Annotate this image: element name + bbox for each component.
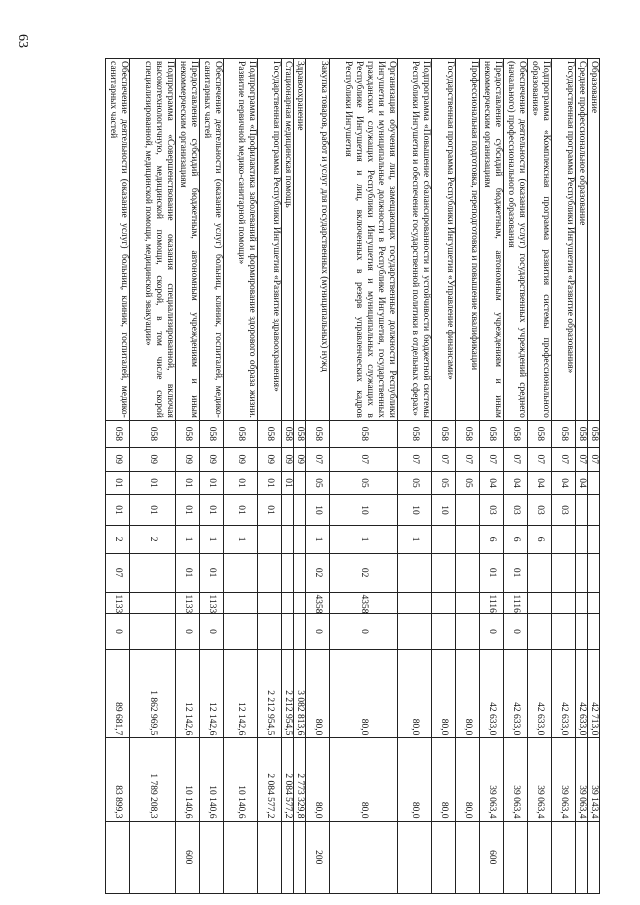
program-code: 10 [306, 495, 330, 525]
table-row [588, 59, 600, 894]
table-row [576, 59, 588, 894]
section-code: 07 [552, 447, 576, 471]
activity-code [258, 553, 282, 592]
subsection-code: 05 [306, 471, 330, 495]
row-description: Предоставление субсидий бюджетным, автономным учреждениям и иным некоммерческим организациям [176, 59, 200, 421]
amount-1: 80,0 [432, 649, 456, 738]
subsection-code: 01 [282, 471, 294, 495]
program-code: 03 [552, 495, 576, 525]
expense-type-code [106, 821, 130, 893]
program-code: 10 [330, 495, 398, 525]
activity-code [398, 553, 432, 592]
amount-1: 1 862 969,5 [130, 649, 176, 738]
table-row [224, 59, 258, 894]
extra-code: 0 [106, 614, 130, 650]
amount-2: 80,0 [330, 738, 398, 821]
extra-code: 0 [176, 614, 200, 650]
amount-2: 10 140,6 [200, 738, 224, 821]
subprogram-code: 2 [130, 525, 176, 553]
direction-code: 1133 [106, 592, 130, 614]
amount-1: 2 212 954,5 [282, 649, 294, 738]
activity-code: 02 [330, 553, 398, 592]
amount-2: 83 899,3 [106, 738, 130, 821]
budget-table [105, 58, 600, 894]
extra-code [432, 614, 456, 650]
amount-2: 10 140,6 [176, 738, 200, 821]
section-code: 09 [224, 447, 258, 471]
subprogram-code: 1 [224, 525, 258, 553]
subsection-code: 01 [176, 471, 200, 495]
row-description: Обеспечение деятельности (оказание услуг) больниц, клиник, госпиталей, медико-санитарных частей [106, 59, 130, 421]
section-code: 09 [282, 447, 294, 471]
section-code: 07 [456, 447, 480, 471]
subprogram-code [282, 525, 294, 553]
ministry-code: 058 [106, 420, 130, 447]
expense-type-code [398, 821, 432, 893]
direction-code [398, 592, 432, 614]
table-row [294, 59, 306, 894]
subsection-code [294, 471, 306, 495]
extra-code: 0 [200, 614, 224, 650]
expense-type-code: 200 [306, 821, 330, 893]
program-code [588, 495, 600, 525]
row-description: Здравоохранение [294, 59, 306, 421]
ministry-code: 058 [294, 420, 306, 447]
subprogram-code [576, 525, 588, 553]
program-code: 01 [224, 495, 258, 525]
expense-type-code [528, 821, 552, 893]
ministry-code: 058 [306, 420, 330, 447]
table-row [398, 59, 432, 894]
amount-1: 42 633,0 [480, 649, 504, 738]
amount-1: 12 142,6 [176, 649, 200, 738]
row-description: Обеспечение деятельности (оказания услуг) государственных учреждений среднего (начального) профессионального образования [504, 59, 528, 421]
expense-type-code [576, 821, 588, 893]
subsection-code: 05 [456, 471, 480, 495]
row-description: Закупка товаров, работ и услуг для государственных (муниципальных) нужд [306, 59, 330, 421]
program-code [456, 495, 480, 525]
table-row [480, 59, 504, 894]
subprogram-code [588, 525, 600, 553]
direction-code [224, 592, 258, 614]
amount-2: 39 063,4 [504, 738, 528, 821]
program-code: 01 [106, 495, 130, 525]
amount-2: 39 063,4 [480, 738, 504, 821]
program-code: 01 [200, 495, 224, 525]
direction-code [282, 592, 294, 614]
extra-code [282, 614, 294, 650]
activity-code: 01 [504, 553, 528, 592]
rotated-page-content [59, 58, 600, 894]
activity-code: 07 [106, 553, 130, 592]
section-code: 07 [528, 447, 552, 471]
amount-1: 42 633,0 [528, 649, 552, 738]
amount-2: 39 063,4 [528, 738, 552, 821]
extra-code [576, 614, 588, 650]
direction-code [258, 592, 282, 614]
program-code: 01 [176, 495, 200, 525]
expense-type-code [130, 821, 176, 893]
subprogram-code [432, 525, 456, 553]
amount-2: 10 140,6 [224, 738, 258, 821]
direction-code: 4358 [330, 592, 398, 614]
ministry-code: 058 [528, 420, 552, 447]
subsection-code: 01 [130, 471, 176, 495]
direction-code [456, 592, 480, 614]
subsection-code: 01 [200, 471, 224, 495]
amount-1: 2 212 954,5 [258, 649, 282, 738]
ministry-code: 058 [480, 420, 504, 447]
subprogram-code: 1 [176, 525, 200, 553]
expense-type-code [282, 821, 294, 893]
section-code: 07 [480, 447, 504, 471]
subprogram-code: 1 [200, 525, 224, 553]
direction-code [552, 592, 576, 614]
program-code: 01 [130, 495, 176, 525]
row-description: Профессиональная подготовка, переподготовка и повышение квалификации [456, 59, 480, 421]
table-row [106, 59, 130, 894]
table-row [130, 59, 176, 894]
section-code: 09 [258, 447, 282, 471]
program-code: 10 [432, 495, 456, 525]
amount-2: 2 084 577,2 [258, 738, 282, 821]
extra-code [258, 614, 282, 650]
amount-1: 12 142,6 [224, 649, 258, 738]
activity-code: 01 [480, 553, 504, 592]
amount-2: 2 773 329,8 [294, 738, 306, 821]
direction-code: 1133 [200, 592, 224, 614]
subsection-code: 01 [258, 471, 282, 495]
amount-1: 42 633,0 [576, 649, 588, 738]
row-description: Подпрограмма «Профилактика заболеваний и формирование здорового образа жизни. Развитие первичной медико-санитарной помощи» [224, 59, 258, 421]
table-row [200, 59, 224, 894]
amount-2: 80,0 [306, 738, 330, 821]
subsection-code: 04 [480, 471, 504, 495]
program-code: 03 [528, 495, 552, 525]
ministry-code: 058 [576, 420, 588, 447]
ministry-code: 058 [282, 420, 294, 447]
ministry-code: 058 [552, 420, 576, 447]
expense-type-code [456, 821, 480, 893]
subprogram-code: 6 [528, 525, 552, 553]
extra-code [294, 614, 306, 650]
amount-1: 42 633,0 [504, 649, 528, 738]
subsection-code: 05 [398, 471, 432, 495]
table-row [282, 59, 294, 894]
direction-code [576, 592, 588, 614]
activity-code: 01 [200, 553, 224, 592]
row-description: Организация обучения лиц, замещающих государственные должности Республики Ингушетия и муниципальные должности в Республике Ингушетия, государственных гражданских служащих Республики Ингушетия и муниципальных служащих в Республике Ингушетия и лиц, включенных в резерв управленческих кадров Республики Ингушетия [330, 59, 398, 421]
subprogram-code: 1 [398, 525, 432, 553]
direction-code: 1116 [504, 592, 528, 614]
amount-1: 12 142,6 [200, 649, 224, 738]
table-row [528, 59, 552, 894]
activity-code [294, 553, 306, 592]
subsection-code: 04 [528, 471, 552, 495]
subprogram-code: 6 [504, 525, 528, 553]
expense-type-code [224, 821, 258, 893]
section-code: 07 [504, 447, 528, 471]
subprogram-code [552, 525, 576, 553]
section-code: 09 [106, 447, 130, 471]
table-row [330, 59, 398, 894]
extra-code: 0 [330, 614, 398, 650]
amount-2: 39 063,4 [552, 738, 576, 821]
activity-code [576, 553, 588, 592]
extra-code [130, 614, 176, 650]
row-description: Предоставление субсидий бюджетным, автономным учреждениям и иным некоммерческим организациям [480, 59, 504, 421]
section-code: 09 [200, 447, 224, 471]
subprogram-code: 6 [480, 525, 504, 553]
activity-code: 02 [306, 553, 330, 592]
amount-1: 80,0 [398, 649, 432, 738]
program-code [294, 495, 306, 525]
expense-type-code [200, 821, 224, 893]
direction-code: 1116 [480, 592, 504, 614]
row-description: Государственная программа Республики Ингушетия «Управление финансами» [432, 59, 456, 421]
page-number: 63 [15, 34, 30, 48]
subsection-code: 05 [432, 471, 456, 495]
section-code: 07 [588, 447, 600, 471]
direction-code: 4358 [306, 592, 330, 614]
amount-2: 39 143,4 [588, 738, 600, 821]
table-row [306, 59, 330, 894]
program-code: 03 [480, 495, 504, 525]
amount-1: 89 681,7 [106, 649, 130, 738]
activity-code [224, 553, 258, 592]
activity-code [432, 553, 456, 592]
expense-type-code [258, 821, 282, 893]
program-code [282, 495, 294, 525]
section-code: 07 [576, 447, 588, 471]
amount-2: 2 084 577,2 [282, 738, 294, 821]
row-description: Государственная программа Республики Ингушетия «Развитие здравоохранения» [258, 59, 282, 421]
direction-code [294, 592, 306, 614]
row-description: Среднее профессиональное образование [576, 59, 588, 421]
row-description: Образование [588, 59, 600, 421]
activity-code [528, 553, 552, 592]
table-body [106, 59, 600, 894]
amount-1: 80,0 [456, 649, 480, 738]
table-row [258, 59, 282, 894]
subprogram-code [258, 525, 282, 553]
expense-type-code [432, 821, 456, 893]
ministry-code: 058 [200, 420, 224, 447]
extra-code [552, 614, 576, 650]
extra-code [456, 614, 480, 650]
subprogram-code: 1 [306, 525, 330, 553]
program-code [576, 495, 588, 525]
amount-1: 80,0 [306, 649, 330, 738]
expense-type-code [330, 821, 398, 893]
expense-type-code [294, 821, 306, 893]
section-code: 09 [294, 447, 306, 471]
amount-2: 80,0 [456, 738, 480, 821]
activity-code [552, 553, 576, 592]
table-row [176, 59, 200, 894]
row-description: Подпрограмма «Комплексная программа развития системы профессионального образования» [528, 59, 552, 421]
row-description: Стационарная медицинская помощь [282, 59, 294, 421]
amount-1: 80,0 [330, 649, 398, 738]
ministry-code: 058 [432, 420, 456, 447]
row-description: Подпрограмма «Совершенствование оказания специализированной, включая высокотехнологичную, медицинской помощи, скорой, в том числе скорой специализированной, медицинской помощи, медицинской эвакуации» [130, 59, 176, 421]
subprogram-code: 1 [330, 525, 398, 553]
expense-type-code [504, 821, 528, 893]
activity-code [130, 553, 176, 592]
ministry-code: 058 [130, 420, 176, 447]
expense-type-code: 600 [480, 821, 504, 893]
amount-2: 80,0 [432, 738, 456, 821]
section-code: 07 [330, 447, 398, 471]
subsection-code [588, 471, 600, 495]
subprogram-code: 2 [106, 525, 130, 553]
ministry-code: 058 [398, 420, 432, 447]
subprogram-code [456, 525, 480, 553]
direction-code [588, 592, 600, 614]
expense-type-code: 600 [176, 821, 200, 893]
subprogram-code [294, 525, 306, 553]
activity-code [588, 553, 600, 592]
row-description: Подпрограмма «Повышение сбалансированности и устойчивости бюджетной системы Республики Ингушетия и обеспечение государственной политики в отдельных сферах» [398, 59, 432, 421]
section-code: 07 [306, 447, 330, 471]
extra-code: 0 [504, 614, 528, 650]
direction-code [432, 592, 456, 614]
direction-code: 1133 [176, 592, 200, 614]
row-description: Обеспечение деятельности (оказание услуг) больниц, клиник, госпиталей, медико-санитарных частей [200, 59, 224, 421]
table-row [456, 59, 480, 894]
table-row [432, 59, 456, 894]
extra-code: 0 [306, 614, 330, 650]
section-code: 09 [176, 447, 200, 471]
program-code: 01 [258, 495, 282, 525]
extra-code [398, 614, 432, 650]
extra-code [528, 614, 552, 650]
extra-code [224, 614, 258, 650]
amount-1: 3 082 813,6 [294, 649, 306, 738]
amount-2: 1 789 208,3 [130, 738, 176, 821]
amount-2: 39 063,4 [576, 738, 588, 821]
ministry-code: 058 [588, 420, 600, 447]
ministry-code: 058 [224, 420, 258, 447]
subsection-code: 04 [576, 471, 588, 495]
subsection-code: 01 [106, 471, 130, 495]
extra-code: 0 [480, 614, 504, 650]
subsection-code: 01 [224, 471, 258, 495]
ministry-code: 058 [258, 420, 282, 447]
section-code: 09 [130, 447, 176, 471]
section-code: 07 [398, 447, 432, 471]
subsection-code: 04 [504, 471, 528, 495]
ministry-code: 058 [504, 420, 528, 447]
amount-2: 80,0 [398, 738, 432, 821]
activity-code: 01 [176, 553, 200, 592]
expense-type-code [552, 821, 576, 893]
section-code: 07 [432, 447, 456, 471]
amount-1: 42 633,0 [552, 649, 576, 738]
activity-code [282, 553, 294, 592]
program-code: 03 [504, 495, 528, 525]
program-code: 10 [398, 495, 432, 525]
amount-1: 42 713,0 [588, 649, 600, 738]
row-description: Государственная программа Республики Ингушетия «Развитие образования» [552, 59, 576, 421]
ministry-code: 058 [176, 420, 200, 447]
ministry-code: 058 [456, 420, 480, 447]
extra-code [588, 614, 600, 650]
ministry-code: 058 [330, 420, 398, 447]
subsection-code: 05 [330, 471, 398, 495]
direction-code [130, 592, 176, 614]
subsection-code: 04 [552, 471, 576, 495]
table-row [504, 59, 528, 894]
direction-code [528, 592, 552, 614]
expense-type-code [588, 821, 600, 893]
table-row [552, 59, 576, 894]
activity-code [456, 553, 480, 592]
